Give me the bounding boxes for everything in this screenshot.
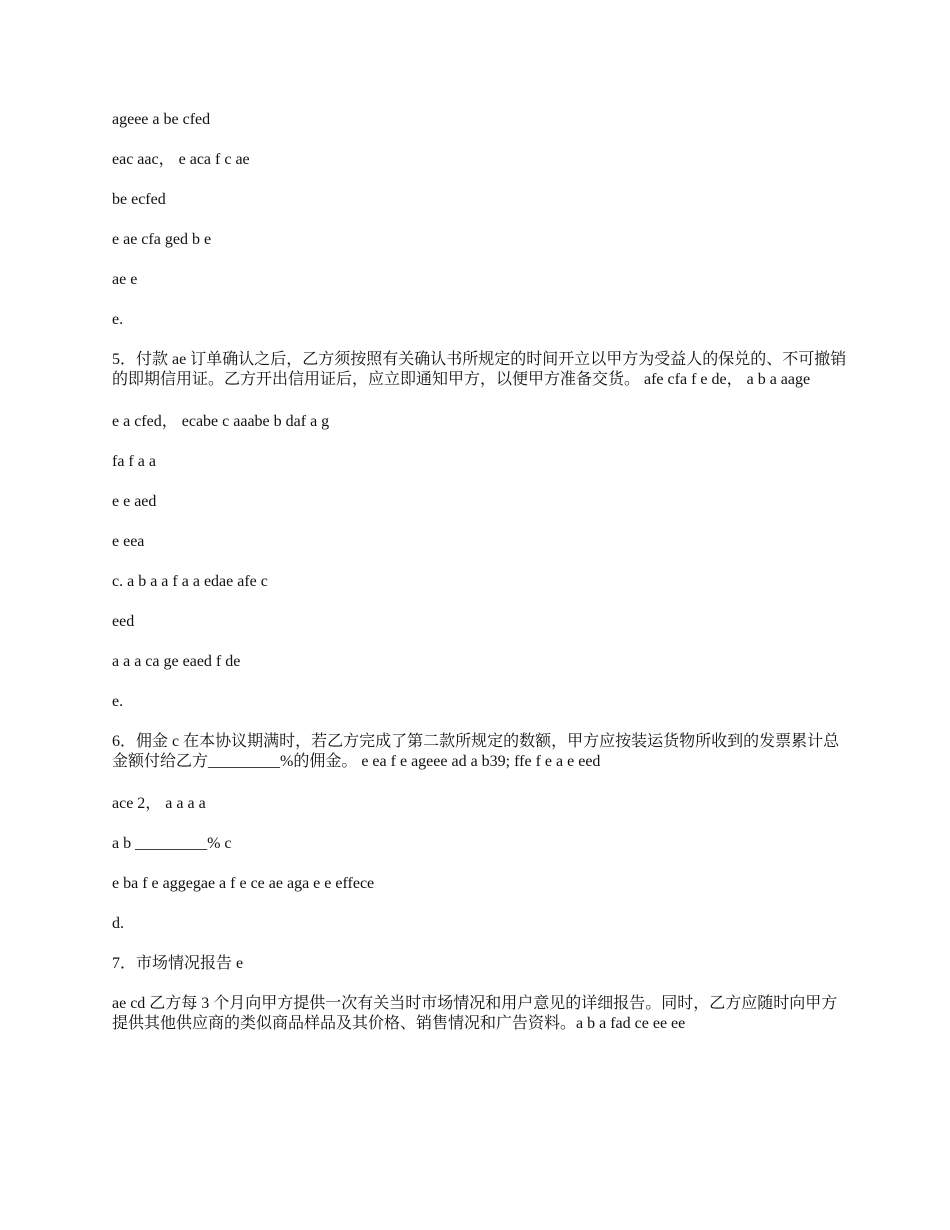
- paragraph: e.: [112, 693, 124, 710]
- paragraph-market-report: ae cd 乙方每 3 个月向甲方提供一次有关当时市场情况和用户意见的详细报告。同时，乙方应随时向甲方提供其他供应商的类似商品样品及其价格、销售情况和广告资料。a b a fad ce ee ee: [112, 995, 838, 1032]
- paragraph: ace 2， a a a a: [112, 795, 206, 812]
- paragraph: e e aed: [112, 493, 157, 510]
- paragraph-payment: 5．付款 ae 订单确认之后，乙方须按照有关确认书所规定的时间开立以甲方为受益人的保兑的、不可撤销的即期信用证。乙方开出信用证后，应立即通知甲方，以便甲方准备交货。 afe cfa f e de， a b a aage: [112, 351, 847, 388]
- paragraph: e a cfed， ecabe c aaabe b daf a g: [112, 413, 330, 430]
- paragraph: eed: [112, 613, 135, 630]
- paragraph: fa f a a: [112, 453, 156, 470]
- paragraph: e.: [112, 311, 124, 328]
- paragraph: eac aac， e aca f c ae: [112, 151, 250, 168]
- paragraph: a b _________% c: [112, 835, 232, 852]
- section-heading-market-report: 7．市场情况报告 e: [112, 955, 244, 972]
- paragraph: c. a b a a f a a edae afe c: [112, 573, 268, 590]
- paragraph: e eea: [112, 533, 145, 550]
- paragraph: d.: [112, 915, 124, 932]
- paragraph: a a a ca ge eaed f de: [112, 653, 241, 670]
- paragraph-commission: 6．佣金 c 在本协议期满时，若乙方完成了第二款所规定的数额，甲方应按装运货物所收到的发票累计总金额付给乙方_________%的佣金。 e ea f e ageee ad a b39; ffe f e a e eed: [112, 733, 840, 770]
- paragraph: ae e: [112, 271, 138, 288]
- paragraph: e ba f e aggegae a f e ce ae aga e e effece: [112, 875, 375, 892]
- paragraph: ageee a be cfed: [112, 111, 211, 128]
- paragraph: be ecfed: [112, 191, 166, 208]
- document-page: [112, 110, 852, 1056]
- paragraph: e ae cfa ged b e: [112, 231, 212, 248]
